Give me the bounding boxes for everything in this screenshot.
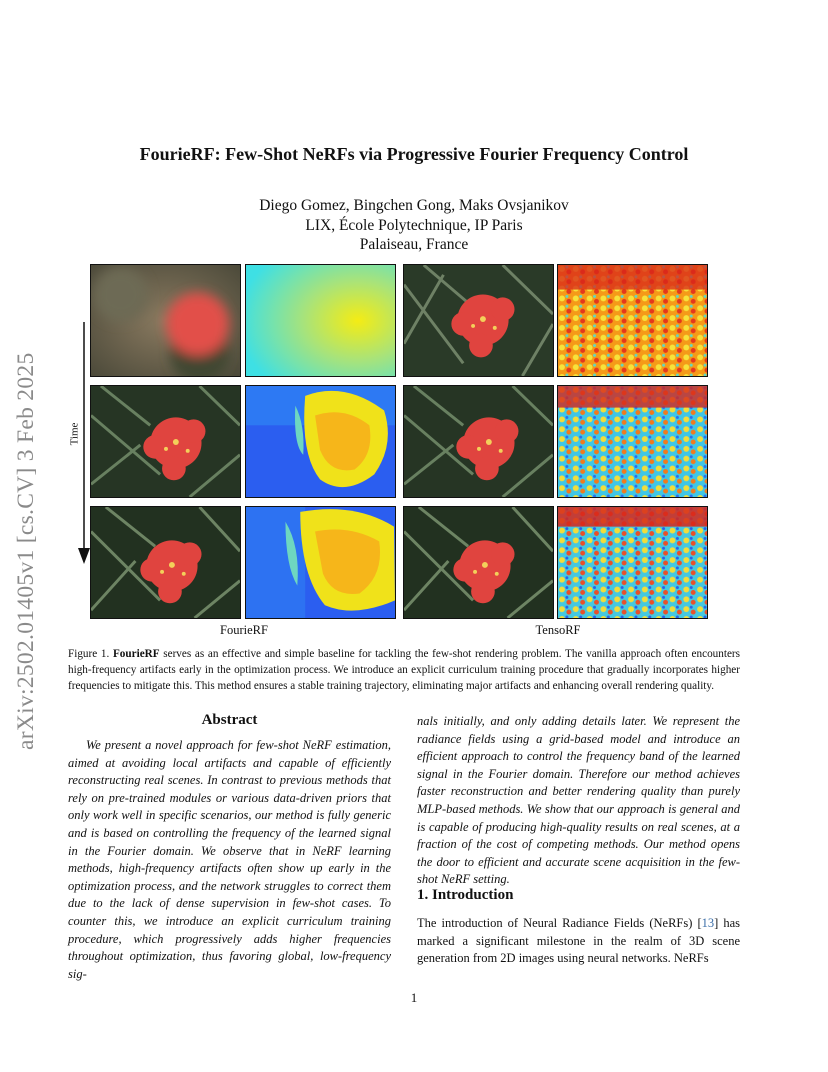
arxiv-side-banner: arXiv:2502.01405v1 [cs.CV] 3 Feb 2025 <box>13 352 39 750</box>
intro-text-before: The introduction of Neural Radiance Fields (NeRFs) [ <box>417 916 702 930</box>
fourierf-rgb-mid <box>90 385 241 498</box>
tensorf-depth-final <box>557 506 708 619</box>
intro-text-after: ] has marked a significant milestone in the realm of 3D scene generation from 2D images using neural networks. NeRFs <box>417 916 740 966</box>
location: Palaiseau, France <box>359 236 469 253</box>
time-label: Time <box>68 422 81 446</box>
caption-text: serves as an effective and simple baseline for tackling the few-shot rendering problem. The vanilla approach often encounters high-frequency artifacts early in the optimization process. We introduce an explicit curriculum training procedure that gradually incorporates higher frequencies to mitigate this. This method ensures a stable training trajectory, eliminating major artifacts and enhancing overall rendering quality. <box>68 648 740 692</box>
caption-method-name: FourieRF <box>112 648 160 660</box>
abstract-left-text: We present a novel approach for few-shot NeRF estimation, aimed at avoiding local artifacts and capable of efficiently reconstructing real scenes. In contrast to previous methods that rely on pre-trained modules or various data-driven priors that only work well in specific scenarios, our method is fully generic and is based on controlling the frequency of the learned signal in the Fourier domain. We observe that in NeRF learning methods, high-frequency artifacts often show up early in the optimization process, and the network struggles to correct them due to the lack of dense supervision in few-shot cases. To counter this, we introduce an explicit curriculum training procedure, which progressively adds higher frequencies throughout optimization, thus favoring global, low-frequency sig- <box>68 738 391 981</box>
figure-1 <box>90 264 710 620</box>
tensorf-rgb-early <box>403 264 554 377</box>
abstract-right-text: nals initially, and only adding details later. We represent the radiance fields using a grid-based model and introduce an efficient approach to control the frequency band of the learned signal in the Fourier domain. Therefore our method achieves faster reconstruction and better rendering quality than purely MLP-based methods. We show that our approach is general and is capable of producing high-quality results on real scenes, at a fraction of the cost of competing methods. Our method opens the door to efficient and accurate scene acquisition in the few-shot NeRF setting. <box>417 714 740 887</box>
affiliation: LIX, École Polytechnique, IP Paris <box>305 217 523 234</box>
fourierf-rgb-final <box>90 506 241 619</box>
intro-text <box>417 915 740 968</box>
fourierf-depth-early <box>245 264 396 377</box>
tensorf-rgb-mid <box>403 385 554 498</box>
page-number: 1 <box>410 990 418 1005</box>
citation-link[interactable]: 13 <box>701 916 715 930</box>
caption-prefix: Figure 1. <box>68 648 110 660</box>
abstract-heading: Abstract <box>201 712 258 728</box>
fourierf-depth-final <box>245 506 396 619</box>
fourierf-depth-mid <box>245 385 396 498</box>
tensorf-depth-mid <box>557 385 708 498</box>
paper-title: FourieRF: Few-Shot NeRFs via Progressive Fourier Frequency Control <box>139 144 689 164</box>
fourierf-rgb-early <box>90 264 241 377</box>
tensorf-rgb-final <box>403 506 554 619</box>
tensorf-depth-early <box>557 264 708 377</box>
author-list: Diego Gomez, Bingchen Gong, Maks Ovsjanikov <box>259 197 569 214</box>
fourierf-label: FourieRF <box>220 623 268 637</box>
tensorf-label: TensoRF <box>535 623 581 637</box>
figure-caption <box>68 646 740 694</box>
intro-heading: 1. Introduction <box>417 887 514 903</box>
